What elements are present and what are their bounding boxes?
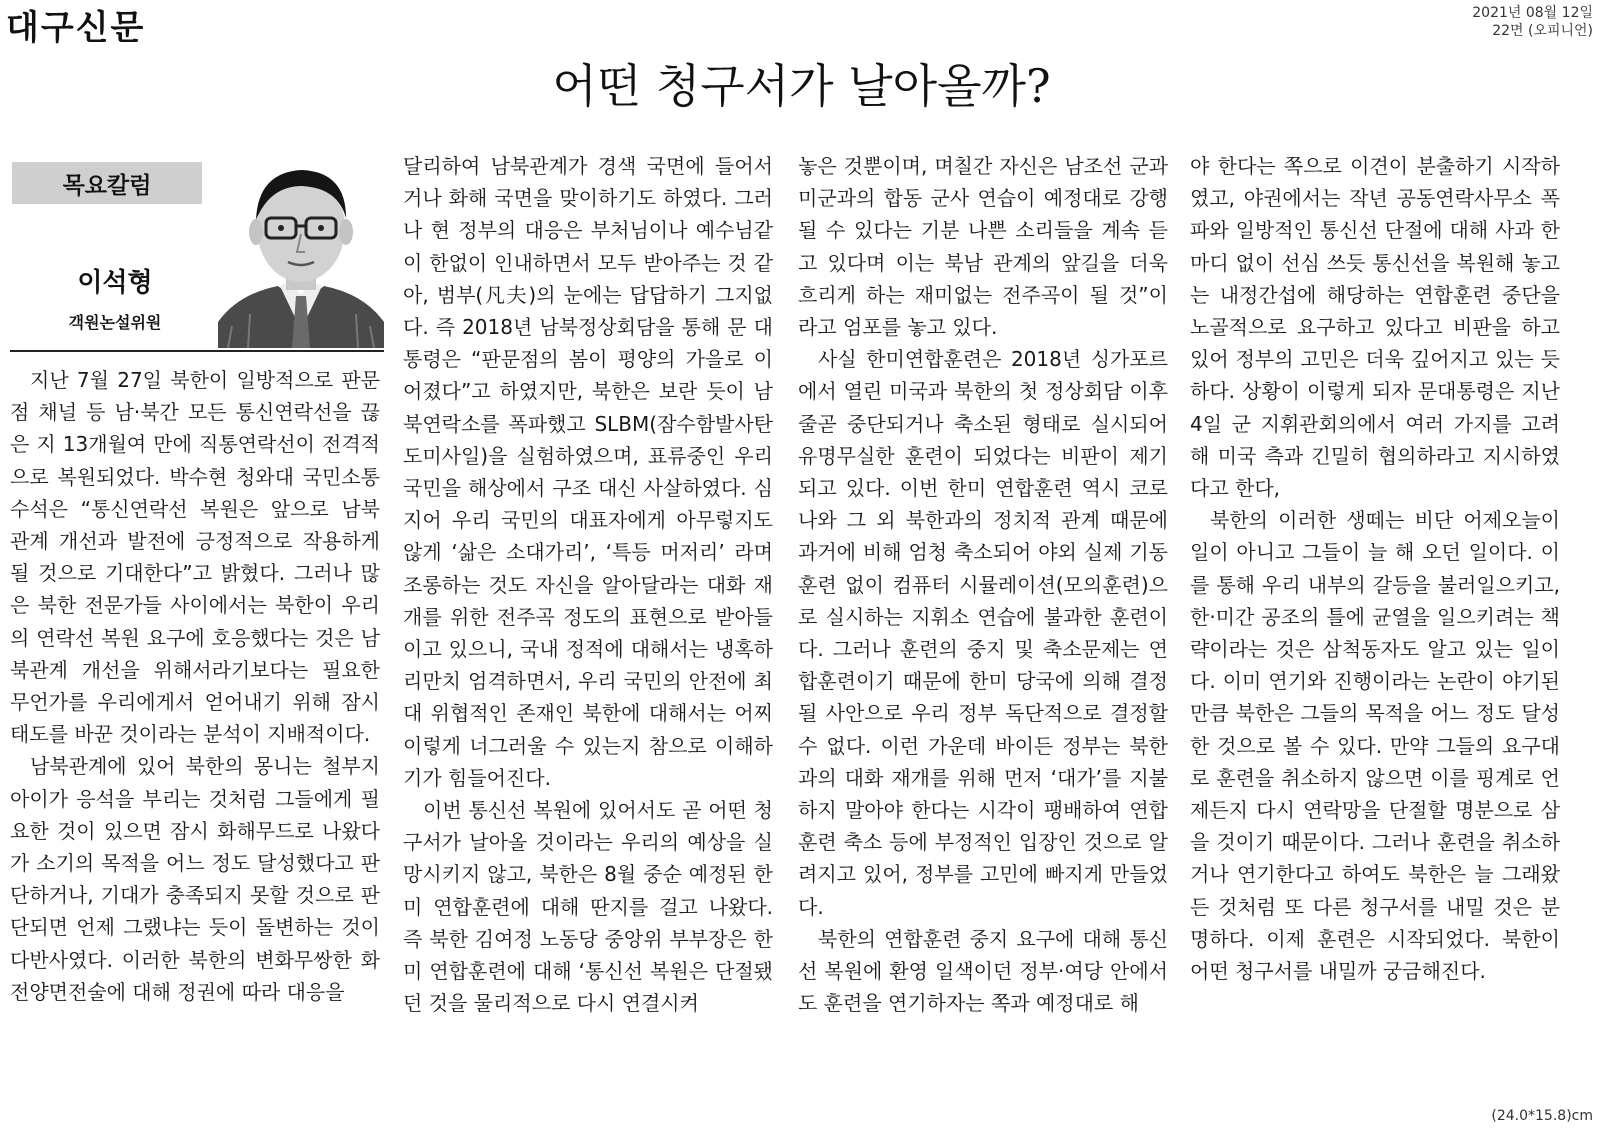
paragraph: 야 한다는 쪽으로 이견이 분출하기 시작하였고, 야권에서는 작년 공동연락사무소 폭파와 일방적인 통신선 단절에 대해 사과 한마디 없이 선심 쓰듯 통신선을 복원해 놓고는 내정간섭에 해당하는 연합훈련 중단을 노골적으로 요구하고 있다고 비판을 하고 있어 정부의 고민은 더욱 깊어지고 있는 듯하다. 상황이 이렇게 되자 문대통령은 지난 4일 군 지휘관회의에서 여러 가지를 고려해 미국 측과 긴밀히 협의하라고 지시하였다고 한다, [1190, 154, 1560, 501]
article-column-1 [10, 364, 380, 1104]
paragraph: 북한의 이러한 생떼는 비단 어제오늘이 일이 아니고 그들이 늘 해 오던 일이다. 이를 통해 우리 내부의 갈등을 불러일으키고, 한·미간 공조의 틀에 균열을 일으키려는 책략이라는 것은 삼척동자도 알고 있는 일이다. 이미 연기와 진행이라는 논란이 야기된 만큼 북한은 그들의 목적을 어느 정도 달성한 것으로 볼 수 있다. 만약 그들의 요구대로 훈련을 취소하지 않으면 이를 핑계로 언제든지 다시 연락망을 단절할 명분으로 삼을 것이기 때문이다. 그러나 훈련을 취소하거나 연기한다고 하여도 북한은 늘 그래왔든 것처럼 또 다른 청구서를 내밀 것은 분명하다. 이제 훈련은 시작되었다. 북한이 어떤 청구서를 내밀까 궁금해진다. [1190, 508, 1560, 984]
author-box [10, 150, 384, 352]
paragraph: 남북관계에 있어 북한의 몽니는 철부지 아이가 응석을 부리는 것처럼 그들에게 필요한 것이 있으면 잠시 화해무드로 나왔다가 소기의 목적을 어느 정도 달성했다고 판단하거나, 기대가 충족되지 못할 것으로 판단되면 언제 그랬냐는 듯이 돌변하는 것이 다반사였다. 이러한 북한의 변화무쌍한 화전양면전술에 대해 정권에 따라 대응을 [10, 754, 380, 1004]
publication-page: 22면 (오피니언) [1492, 23, 1593, 39]
author-name: 이석형 [77, 268, 153, 298]
headline: 어떤 청구서가 날아올까? [552, 59, 1051, 113]
paragraph: 달리하여 남북관계가 경색 국면에 들어서거나 화해 국면을 맞이하기도 하였다. 그러나 현 정부의 대응은 부처님이나 예수님같이 한없이 인내하면서 모두 받아주는 것 같아, 범부(凡夫)의 눈에는 답답하기 그지없다. 즉 2018년 남북정상회담을 통해 문 대통령은 “판문점의 봄이 평양의 가을로 이어졌다”고 하였지만, 북한은 보란 듯이 남북연락소를 폭파했고 SLBM(잠수함발사탄도미사일)을 실험하였으며, 표류중인 우리 국민을 해상에서 구조 대신 사살하였다. 심지어 우리 국민의 대표자에게 아무렇지도 않게 ‘삶은 소대가리’, ‘특등 머저리’ 라며 조롱하는 것도 자신을 알아달라는 대화 재개를 위한 전주곡 정도의 표현으로 받아들이고 있으니, 국내 정적에 대해서는 냉혹하리만치 엄격하면서, 우리 국민의 안전에 최대 위협적인 존재인 북한에 대해서는 어찌 이렇게 너그러울 수 있는지 참으로 이해하기가 힘들어진다. [403, 154, 773, 790]
paragraph: 북한의 연합훈련 중지 요구에 대해 통신선 복원에 환영 일색이던 정부·여당 안에서도 훈련을 연기하자는 쪽과 예정대로 해 [798, 926, 1168, 1016]
article-column-4 [1190, 150, 1560, 1104]
publication-date: 2021년 08월 12일 [1472, 5, 1593, 21]
article-column-3 [798, 150, 1168, 1104]
column-badge: 목요칼럼 [12, 162, 202, 204]
paragraph: 놓은 것뿐이며, 며칠간 자신은 남조선 군과 미군과의 합동 군사 연습이 예정대로 강행될 수 있다는 기분 나쁜 소리들을 계속 듣고 있다며 이는 북남 관계의 앞길을 더욱 흐리게 하는 재미없는 전주곡이 될 것”이라고 엄포를 놓고 있다. [798, 154, 1168, 340]
author-title: 객원논설위원 [68, 313, 162, 332]
clipping-size-note: (24.0*15.8)cm [1491, 1108, 1593, 1124]
author-photo [218, 154, 384, 348]
paragraph: 사실 한미연합훈련은 2018년 싱가포르에서 열린 미국과 북한의 첫 정상회담 이후 줄곧 중단되거나 축소된 형태로 실시되어 유명무실한 훈련이 되었다는 비판이 제기되고 있다. 이번 한미 연합훈련 역시 코로나와 그 외 북한과의 정치적 관계 때문에 과거에 비해 엄청 축소되어 야외 실제 기동 훈련 없이 컴퓨터 시뮬레이션(모의훈련)으로 실시하는 지휘소 연습에 불과한 훈련이다. 그러나 훈련의 중지 및 축소문제는 연합훈련이기 때문에 한미 당국에 의해 결정될 사안으로 우리 정부 독단적으로 결정할 수 없다. 이런 가운데 바이든 정부는 북한과의 대화 재개를 위해 먼저 ‘대가’를 지불하지 말아야 한다는 시각이 팽배하여 연합훈련 축소 등에 부정적인 입장인 것으로 알려지고 있어, 정부를 고민에 빠지게 만들었다. [798, 347, 1168, 919]
paragraph: 이번 통신선 복원에 있어서도 곧 어떤 청구서가 날아올 것이라는 우리의 예상을 실망시키지 않고, 북한은 8월 중순 예정된 한미 연합훈련에 대해 딴지를 걸고 나왔다. 즉 북한 김여정 노동당 중앙위 부부장은 한미 연합훈련에 대해 ‘통신선 복원은 단절됐던 것을 물리적으로 다시 연결시켜 [403, 798, 773, 1016]
article-column-2 [403, 150, 773, 1104]
masthead-logo: 대구신문 [6, 8, 146, 48]
paragraph: 지난 7월 27일 북한이 일방적으로 판문점 채널 등 남·북간 모든 통신연락선을 끊은 지 13개월여 만에 직통연락선이 전격적으로 복원되었다. 박수현 청와대 국민소통수석은 “통신연락선 복원은 앞으로 남북 관계 개선과 발전에 긍정적으로 작용하게 될 것으로 기대한다”고 밝혔다. 그러나 많은 북한 전문가들 사이에서는 북한이 우리의 연락선 복원 요구에 호응했다는 것은 남북관계 개선을 위해서라기보다는 필요한 무언가를 우리에게서 얻어내기 위해 잠시 태도를 바꾼 것이라는 분석이 지배적이다. [10, 368, 380, 747]
